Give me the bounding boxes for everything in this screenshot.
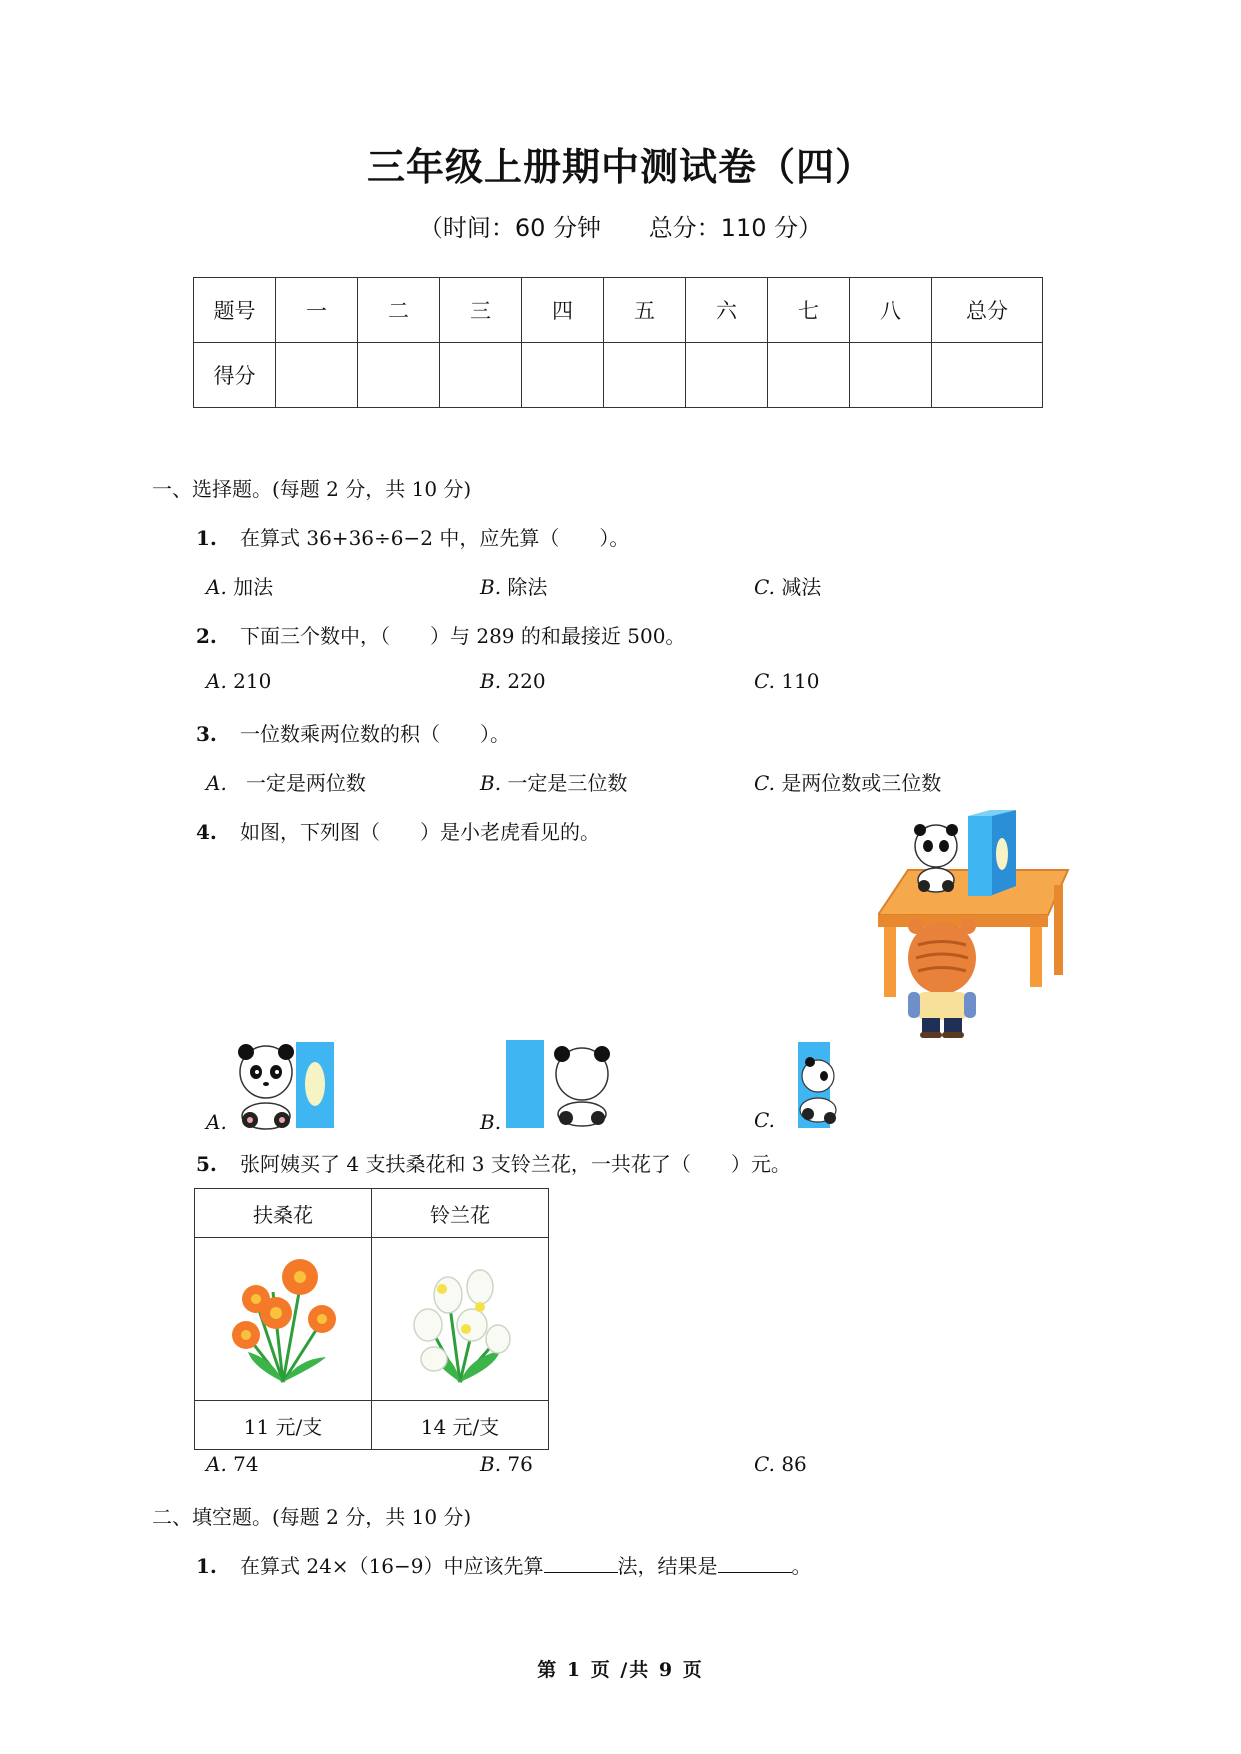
score-cell: 总分: [932, 278, 1043, 343]
question-number: 1.: [196, 526, 217, 550]
option-b[interactable]: [480, 767, 627, 796]
score-input[interactable]: [522, 343, 604, 408]
option-text: 加法: [233, 575, 274, 599]
option-letter: B.: [480, 669, 502, 693]
option-a[interactable]: [206, 571, 273, 600]
option-letter: C.: [754, 575, 775, 599]
option-a[interactable]: [206, 1452, 259, 1476]
option-a-image: [232, 1042, 336, 1130]
option-text: 210: [233, 669, 272, 693]
option-letter: B.: [480, 771, 502, 795]
flower-price: 14 元/支: [372, 1401, 549, 1450]
option-text: 76: [507, 1452, 533, 1476]
option-a[interactable]: [206, 1110, 227, 1134]
option-letter: C.: [754, 771, 775, 795]
question-text: 法，结果是: [617, 1554, 718, 1578]
option-text: 220: [507, 669, 546, 693]
fill-question-1: [196, 1550, 812, 1579]
hibiscus-image-cell: [195, 1238, 372, 1401]
question-number: 2.: [196, 624, 217, 648]
flower-name: 扶桑花: [195, 1189, 372, 1238]
question-4: [196, 816, 600, 845]
score-cell: 七: [768, 278, 850, 343]
question-number: 3.: [196, 722, 217, 746]
score-cell: 二: [358, 278, 440, 343]
question-text: 。: [791, 1554, 812, 1578]
page-footer: 第 1 页 /共 9 页: [537, 1659, 704, 1681]
option-c[interactable]: [754, 669, 820, 693]
option-letter: A.: [206, 1452, 227, 1476]
answer-blank[interactable]: [544, 1554, 618, 1573]
option-letter: B.: [480, 575, 502, 599]
option-letter: C.: [754, 1452, 775, 1476]
option-b[interactable]: [480, 1452, 533, 1476]
score-input[interactable]: [850, 343, 932, 408]
option-text: 110: [781, 669, 820, 693]
question-3: [196, 718, 510, 747]
flower-price: 11 元/支: [195, 1401, 372, 1450]
score-input[interactable]: [604, 343, 686, 408]
flower-name-row: [195, 1189, 549, 1238]
option-letter: A.: [206, 575, 227, 599]
score-input[interactable]: [276, 343, 358, 408]
lily-of-valley-image-cell: [372, 1238, 549, 1401]
question-text: 下面三个数中，（ ）与 289 的和最接近 500。: [240, 624, 686, 648]
question-1: [196, 522, 629, 551]
option-text: 86: [781, 1452, 807, 1476]
option-text: 是两位数或三位数: [781, 771, 942, 795]
section2-heading: 二、填空题。(每题 2 分，共 10 分): [152, 1505, 472, 1529]
question-text: 张阿姨买了 4 支扶桑花和 3 支铃兰花，一共花了（ ）元。: [240, 1152, 791, 1176]
option-text: 74: [233, 1452, 259, 1476]
score-label: 得分: [194, 343, 276, 408]
option-letter: B.: [480, 1452, 502, 1476]
question-number: 1.: [196, 1554, 217, 1578]
score-cell: 六: [686, 278, 768, 343]
option-letter: A.: [206, 771, 227, 795]
option-c-image: [794, 1040, 842, 1130]
question-text: 一位数乘两位数的积（ ）。: [240, 722, 510, 746]
option-c[interactable]: [754, 767, 941, 796]
option-b-image: [506, 1040, 616, 1130]
score-cell: 八: [850, 278, 932, 343]
flower-price-row: [195, 1401, 549, 1450]
question-number: 5.: [196, 1152, 217, 1176]
option-a[interactable]: [206, 669, 271, 693]
option-b[interactable]: [480, 669, 546, 693]
option-b[interactable]: [480, 1110, 501, 1134]
lily-of-valley-icon: [400, 1247, 520, 1387]
score-input[interactable]: [358, 343, 440, 408]
page-title: 三年级上册期中测试卷（四）: [366, 145, 874, 189]
option-letter: B.: [480, 1110, 502, 1134]
option-text: 减法: [781, 575, 822, 599]
score-input[interactable]: [768, 343, 850, 408]
option-c[interactable]: [754, 1108, 775, 1132]
option-letter: C.: [754, 1108, 775, 1132]
exam-time: （时间：60 分钟: [418, 214, 602, 242]
score-value-row: [194, 343, 1043, 408]
flower-name: 铃兰花: [372, 1189, 549, 1238]
option-a[interactable]: [206, 767, 366, 796]
score-table: [193, 277, 1043, 408]
score-cell: 一: [276, 278, 358, 343]
score-cell: 三: [440, 278, 522, 343]
score-cell: 题号: [194, 278, 276, 343]
score-input[interactable]: [686, 343, 768, 408]
question-text: 在算式 36+36÷6−2 中，应先算（ ）。: [240, 526, 630, 550]
exam-total: 总分：110 分）: [648, 214, 823, 242]
option-b[interactable]: [480, 571, 547, 600]
option-letter: C.: [754, 669, 775, 693]
section1-heading: 一、选择题。(每题 2 分，共 10 分): [152, 477, 472, 501]
question-text: 在算式 24×（16−9）中应该先算: [240, 1554, 544, 1578]
flower-image-row: [195, 1238, 549, 1401]
tiger-scene-illustration: [878, 810, 1078, 1040]
score-input[interactable]: [932, 343, 1043, 408]
option-letter: A.: [206, 669, 227, 693]
score-header-row: [194, 278, 1043, 343]
option-c[interactable]: [754, 1452, 807, 1476]
question-2: [196, 620, 685, 649]
score-input[interactable]: [440, 343, 522, 408]
option-text: 一定是三位数: [507, 771, 628, 795]
question-text: 如图，下列图（ ）是小老虎看见的。: [240, 820, 600, 844]
question-number: 4.: [196, 820, 217, 844]
option-text: 除法: [507, 575, 548, 599]
flower-price-table: [194, 1188, 549, 1450]
score-cell: 五: [604, 278, 686, 343]
answer-blank[interactable]: [718, 1554, 792, 1573]
hibiscus-icon: [218, 1247, 348, 1387]
score-cell: 四: [522, 278, 604, 343]
option-c[interactable]: [754, 571, 821, 600]
question-5: [196, 1148, 791, 1177]
option-letter: A.: [206, 1110, 227, 1134]
exam-info: [0, 208, 1241, 243]
option-text: 一定是两位数: [245, 771, 366, 795]
